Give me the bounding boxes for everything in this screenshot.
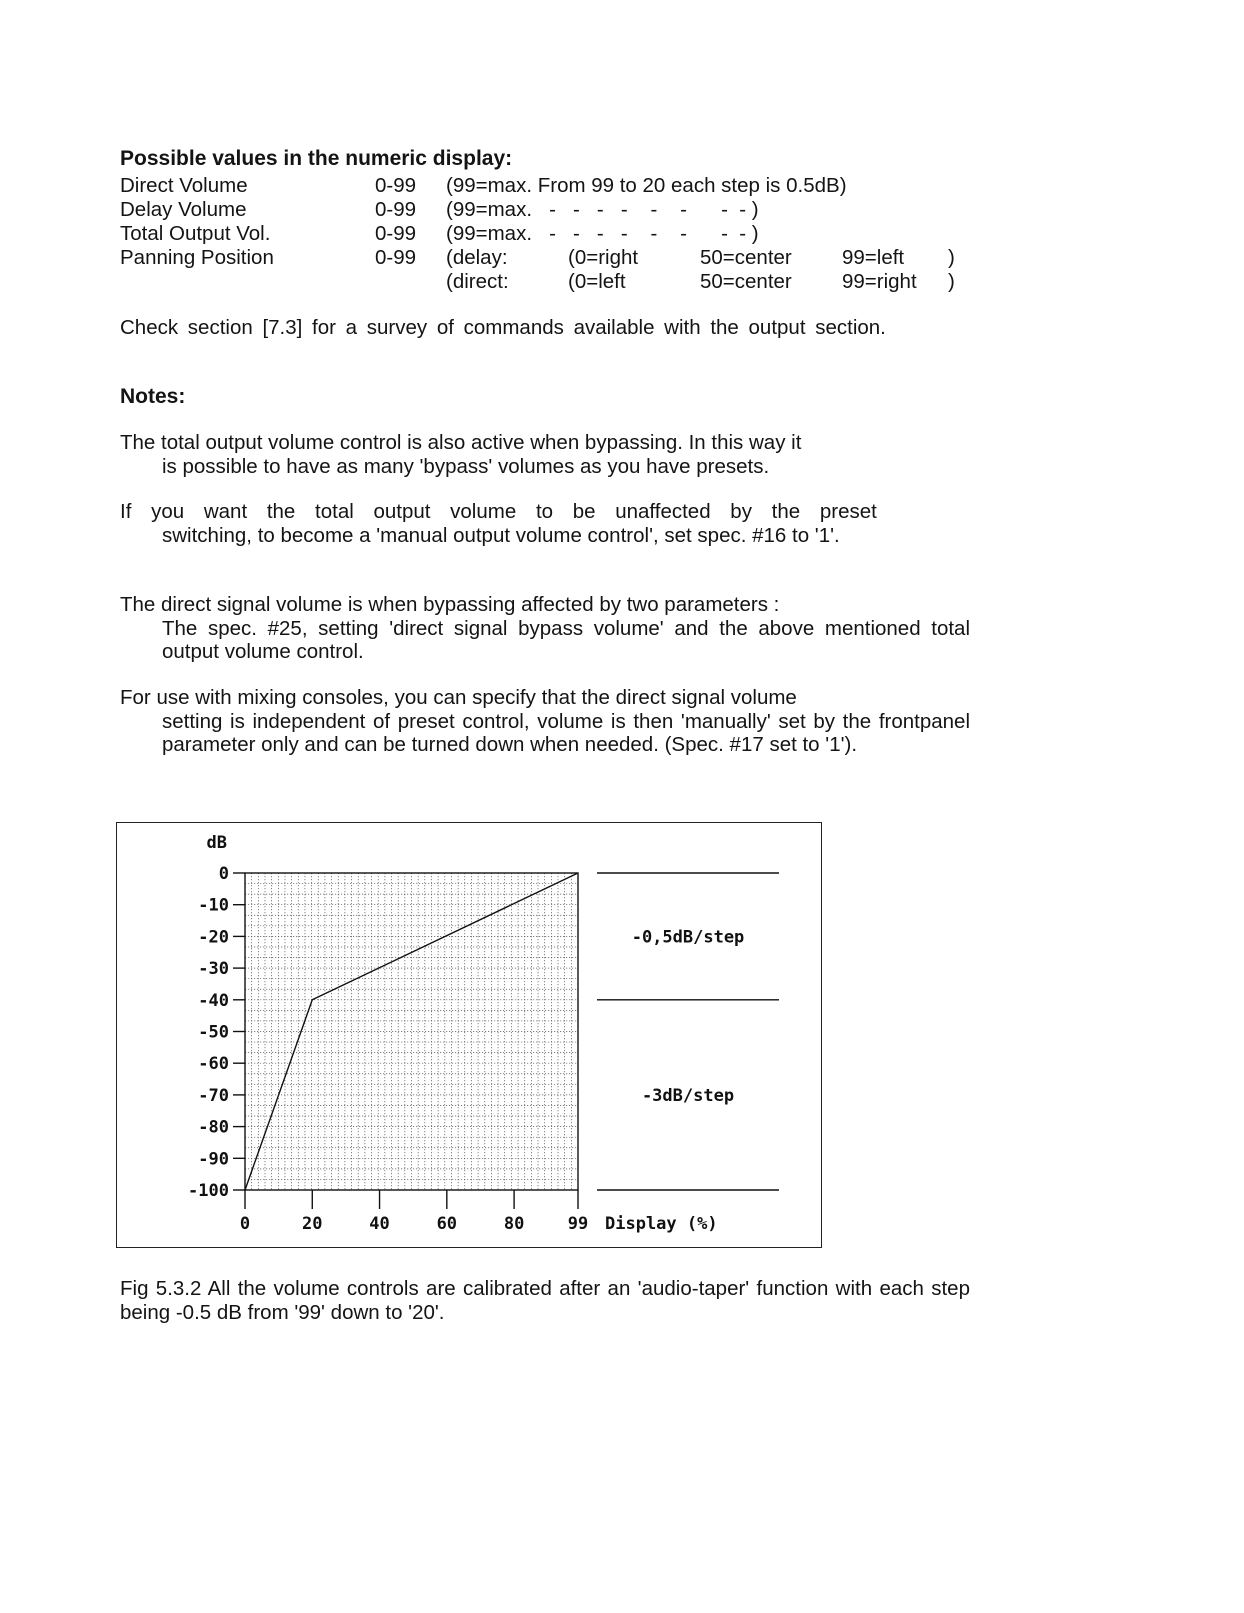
param-desc: (99=max. From 99 to 20 each step is 0.5dB)	[446, 174, 847, 197]
values-heading: Possible values in the numeric display:	[120, 147, 513, 170]
note-first-line: For use with mixing consoles, you can specify that the direct signal volume	[120, 686, 797, 709]
pan-zero: (0=right	[568, 246, 639, 269]
x-tick-label: 40	[369, 1214, 390, 1234]
param-range: 0-99	[375, 246, 417, 269]
notes-heading: Notes:	[120, 385, 186, 408]
note-paragraph	[120, 593, 970, 664]
step-annotation: -3dB/step	[641, 1085, 735, 1106]
note-paragraph	[120, 431, 970, 478]
param-desc: (99=max. - - - - - - - - )	[446, 222, 759, 245]
y-tick-label: -100	[188, 1181, 229, 1201]
param-desc: (99=max. - - - - - - - - )	[446, 198, 759, 221]
x-tick-label: 0	[239, 1214, 251, 1234]
note-paragraph	[120, 686, 970, 757]
chart-grid	[245, 873, 578, 1190]
y-tick-label: -30	[198, 959, 229, 980]
pan-max: 99=left	[842, 246, 905, 269]
check-section-paragraph: Check section [7.3] for a survey of commands available with the output section.	[120, 316, 886, 339]
pan-center: 50=center	[700, 246, 792, 269]
param-name: Delay Volume	[120, 198, 247, 221]
pan-zero: (0=left	[568, 270, 626, 293]
x-tick-label: 20	[302, 1214, 323, 1234]
figure-frame	[116, 822, 822, 1248]
volume-taper-chart	[117, 823, 823, 1249]
x-tick-label: 60	[436, 1214, 458, 1234]
note-continuation: is possible to have as many 'bypass' volumes as you have presets.	[162, 454, 770, 478]
pan-center: 50=center	[700, 270, 792, 293]
y-tick-label: -70	[198, 1085, 229, 1106]
note-continuation: setting is independent of preset control, volume is then 'manually' set by the frontpanel parameter only and can be turned down when needed. (Spec. #17 set to '1').	[162, 709, 970, 756]
y-tick-label: -10	[198, 895, 229, 916]
param-name: Direct Volume	[120, 174, 248, 197]
y-tick-label: -60	[198, 1054, 229, 1075]
pan-max: 99=right	[842, 270, 917, 293]
x-tick-label: 99	[567, 1214, 589, 1234]
param-range: 0-99	[375, 174, 417, 197]
note-continuation: The spec. #25, setting 'direct signal bypass volume' and the above mentioned total output volume control.	[162, 616, 970, 663]
param-range: 0-99	[375, 222, 417, 245]
param-range: 0-99	[375, 198, 417, 221]
note-first-line: The direct signal volume is when bypassing affected by two parameters :	[120, 593, 780, 616]
step-annotation: -0,5dB/step	[631, 927, 745, 948]
y-tick-label: -50	[198, 1022, 229, 1043]
y-axis-label: dB	[206, 833, 227, 853]
y-tick-label: 0	[218, 864, 229, 884]
y-tick-label: -20	[198, 927, 229, 948]
y-tick-label: -90	[198, 1149, 229, 1170]
param-name: Panning Position	[120, 246, 274, 269]
x-axis-label: Display (%)	[605, 1214, 718, 1234]
note-paragraph	[120, 500, 970, 547]
y-tick-label: -80	[198, 1117, 229, 1138]
pan-mode: (direct:	[446, 270, 509, 293]
note-continuation: switching, to become a 'manual output volume control', set spec. #16 to '1'.	[162, 523, 840, 547]
note-first-line: If you want the total output volume to be unaffected by the preset	[120, 500, 877, 523]
x-tick-label: 80	[503, 1214, 525, 1234]
pan-mode: (delay:	[446, 246, 508, 269]
chart-ticks	[188, 833, 718, 1234]
pan-close: )	[948, 246, 955, 269]
note-first-line: The total output volume control is also active when bypassing. In this way it	[120, 431, 802, 454]
figure-caption: Fig 5.3.2 All the volume controls are calibrated after an 'audio-taper' function with each step being -0.5 dB from '99' down to '20'.	[120, 1277, 970, 1324]
y-tick-label: -40	[198, 990, 229, 1011]
chart-annotations	[597, 873, 779, 1190]
param-name: Total Output Vol.	[120, 222, 271, 245]
pan-close: )	[948, 270, 955, 293]
